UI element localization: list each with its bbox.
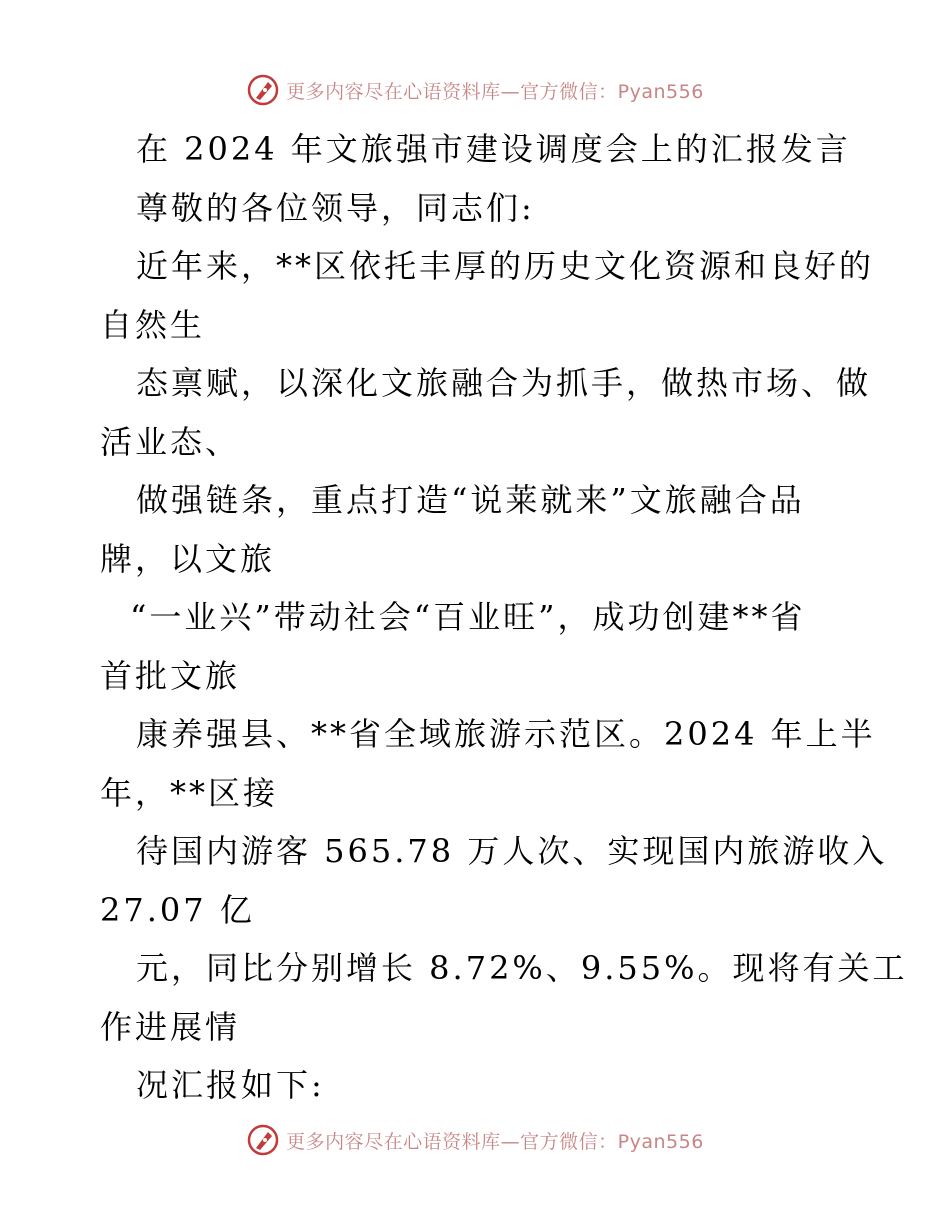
document-title: 在 2024 年文旅强市建设调度会上的汇报发言	[136, 130, 851, 168]
watermark-header	[0, 70, 950, 110]
paragraph-line: 牌，以文旅	[100, 539, 276, 578]
paragraph-line: 自然生	[100, 305, 206, 344]
salutation: 尊敬的各位领导，同志们:	[136, 188, 535, 227]
paragraph-line: 待国内游客 565.78 万人次、实现国内旅游收入	[136, 832, 888, 870]
paragraph-line: 元，同比分别增长 8.72%、9.55%。现将有关工	[136, 949, 908, 987]
pen-nib-circle-icon	[246, 1123, 280, 1157]
document-body	[100, 120, 908, 1115]
paragraph-line: 康养强县、**省全域旅游示范区。2024 年上半	[136, 715, 876, 753]
paragraph-line: 27.07 亿	[100, 890, 255, 929]
pen-nib-circle-icon	[246, 73, 280, 107]
paragraph-line: 年，**区接	[100, 773, 279, 812]
paragraph-line: 近年来，**区依托丰厚的历史文化资源和良好的	[136, 247, 875, 285]
paragraph-line: 首批文旅	[100, 656, 241, 695]
paragraph-line: 况汇报如下:	[136, 1066, 325, 1104]
watermark-footer	[0, 1120, 950, 1160]
watermark-text: 更多内容尽在心语资料库—官方微信：Pyan556	[286, 1130, 704, 1153]
paragraph-line: “一业兴”带动社会“百业旺”，成功创建**省	[130, 598, 806, 636]
watermark-text: 更多内容尽在心语资料库—官方微信：Pyan556	[286, 80, 704, 103]
paragraph-line: 做强链条，重点打造“说莱就来”文旅融合品	[136, 481, 805, 519]
paragraph-line: 作进展情	[100, 1007, 241, 1046]
paragraph-line: 活业态、	[100, 422, 241, 461]
paragraph-line: 态禀赋，以深化文旅融合为抓手，做热市场、做	[136, 364, 872, 402]
